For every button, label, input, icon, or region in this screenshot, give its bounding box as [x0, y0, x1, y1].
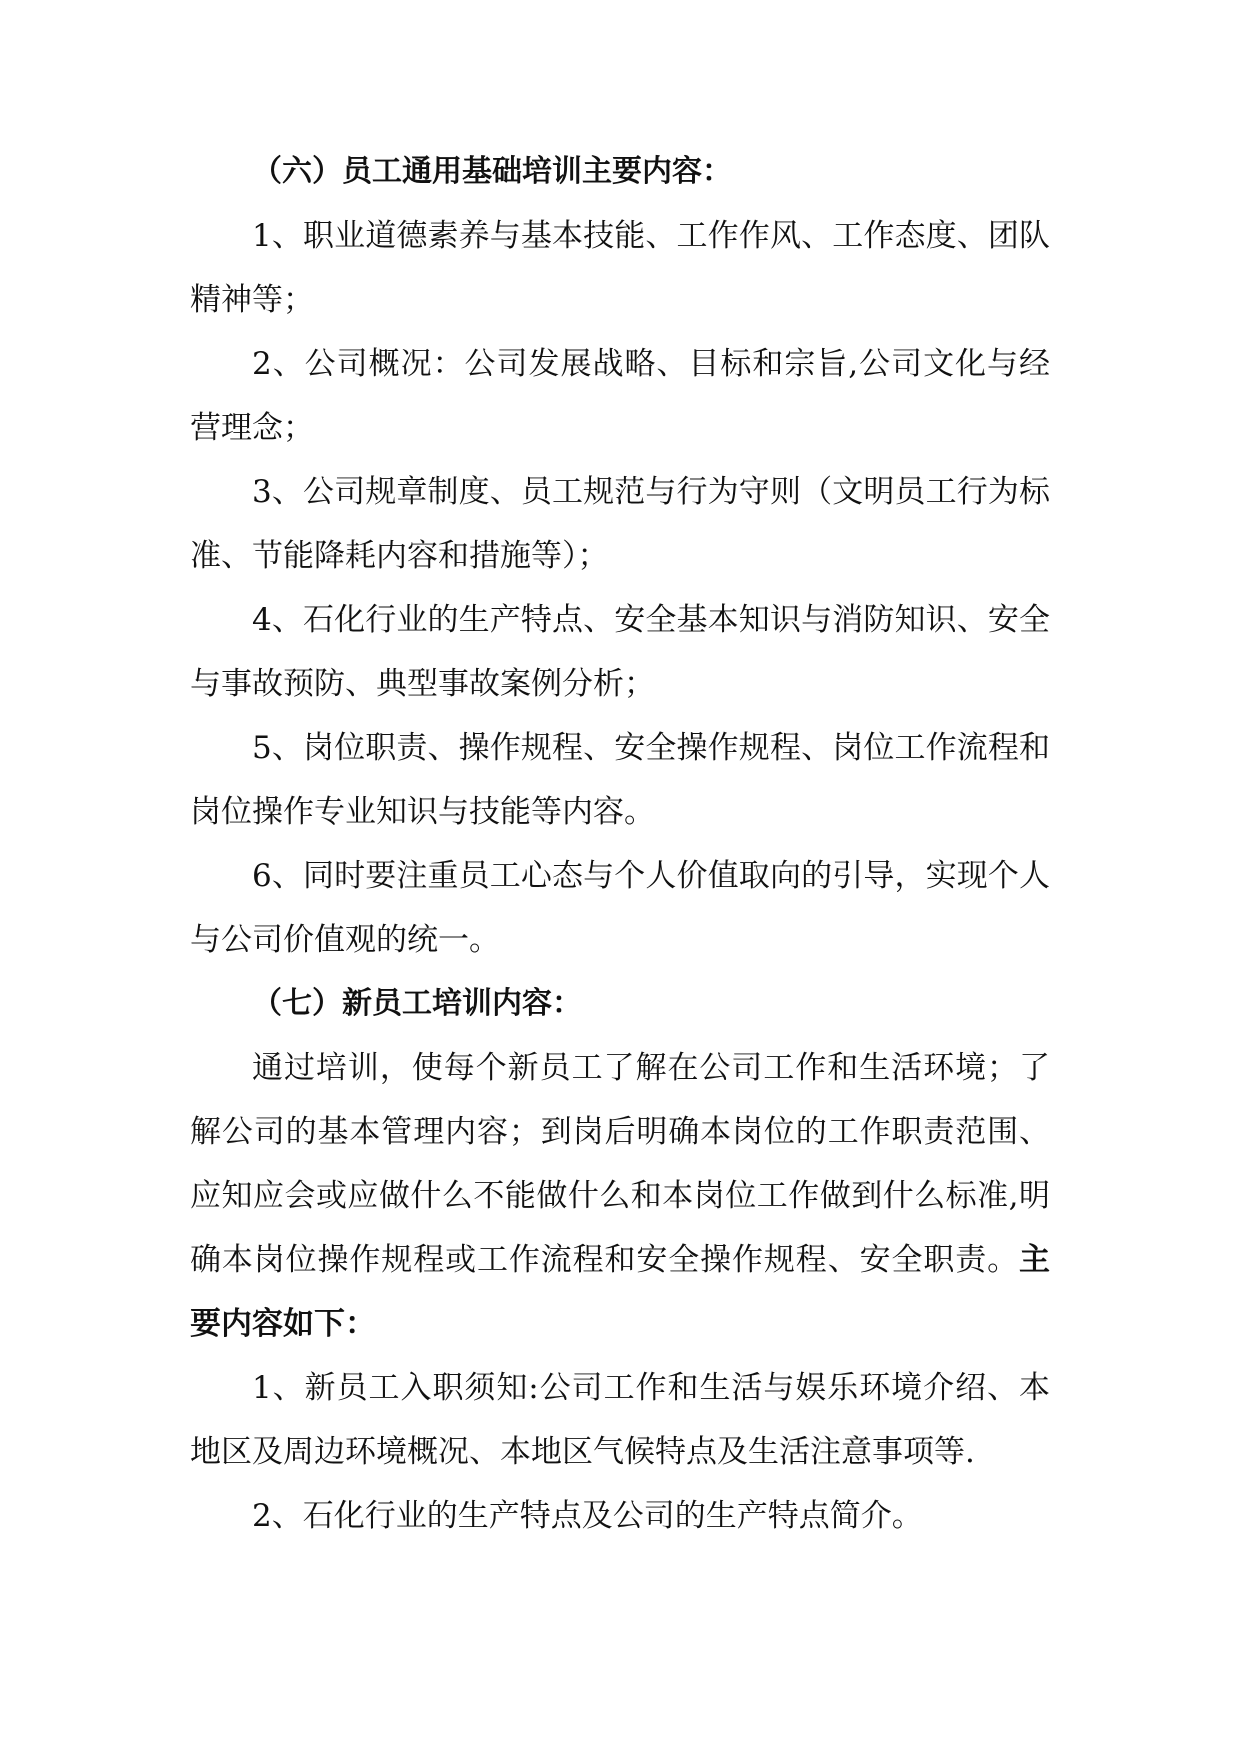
section-6-item-2: 2、公司概况：公司发展战略、目标和宗旨,公司文化与经营理念；: [190, 346, 1050, 446]
section-6-item-6: 6、同时要注重员工心态与个人价值取向的引导，实现个人与公司价值观的统一。: [190, 858, 1050, 958]
section-6-heading: （六）员工通用基础培训主要内容：: [252, 154, 732, 189]
section-6-item-3: 3、公司规章制度、员工规范与行为守则（文明员工行为标准、节能降耗内容和措施等）；: [190, 474, 1050, 574]
section-6-item-5: 5、岗位职责、操作规程、安全操作规程、岗位工作流程和岗位操作专业知识与技能等内容。: [190, 730, 1050, 830]
document-body: [190, 140, 1050, 1548]
section-7-item-2: 2、石化行业的生产特点及公司的生产特点简介。: [252, 1498, 923, 1534]
section-7-heading: （七）新员工培训内容：: [252, 986, 582, 1021]
section-7-item-1: 1、新员工入职须知:公司工作和生活与娱乐环境介绍、本地区及周边环境概况、本地区气候特点及生活注意事项等.: [190, 1370, 1050, 1470]
section-7-intro-bold: 主要内容如下：: [190, 1242, 1050, 1342]
section-6-item-4: 4、石化行业的生产特点、安全基本知识与消防知识、安全与事故预防、典型事故案例分析；: [190, 602, 1050, 702]
section-6-item-1: 1、职业道德素养与基本技能、工作作风、工作态度、团队精神等；: [190, 218, 1050, 318]
section-7-intro: [190, 1036, 1050, 1356]
section-7-intro-text: 通过培训，使每个新员工了解在公司工作和生活环境；了解公司的基本管理内容；到岗后明确本岗位的工作职责范围、应知应会或应做什么不能做什么和本岗位工作做到什么标准,明确本岗位操作规程或工作流程和安全操作规程、安全职责。: [190, 1050, 1050, 1278]
